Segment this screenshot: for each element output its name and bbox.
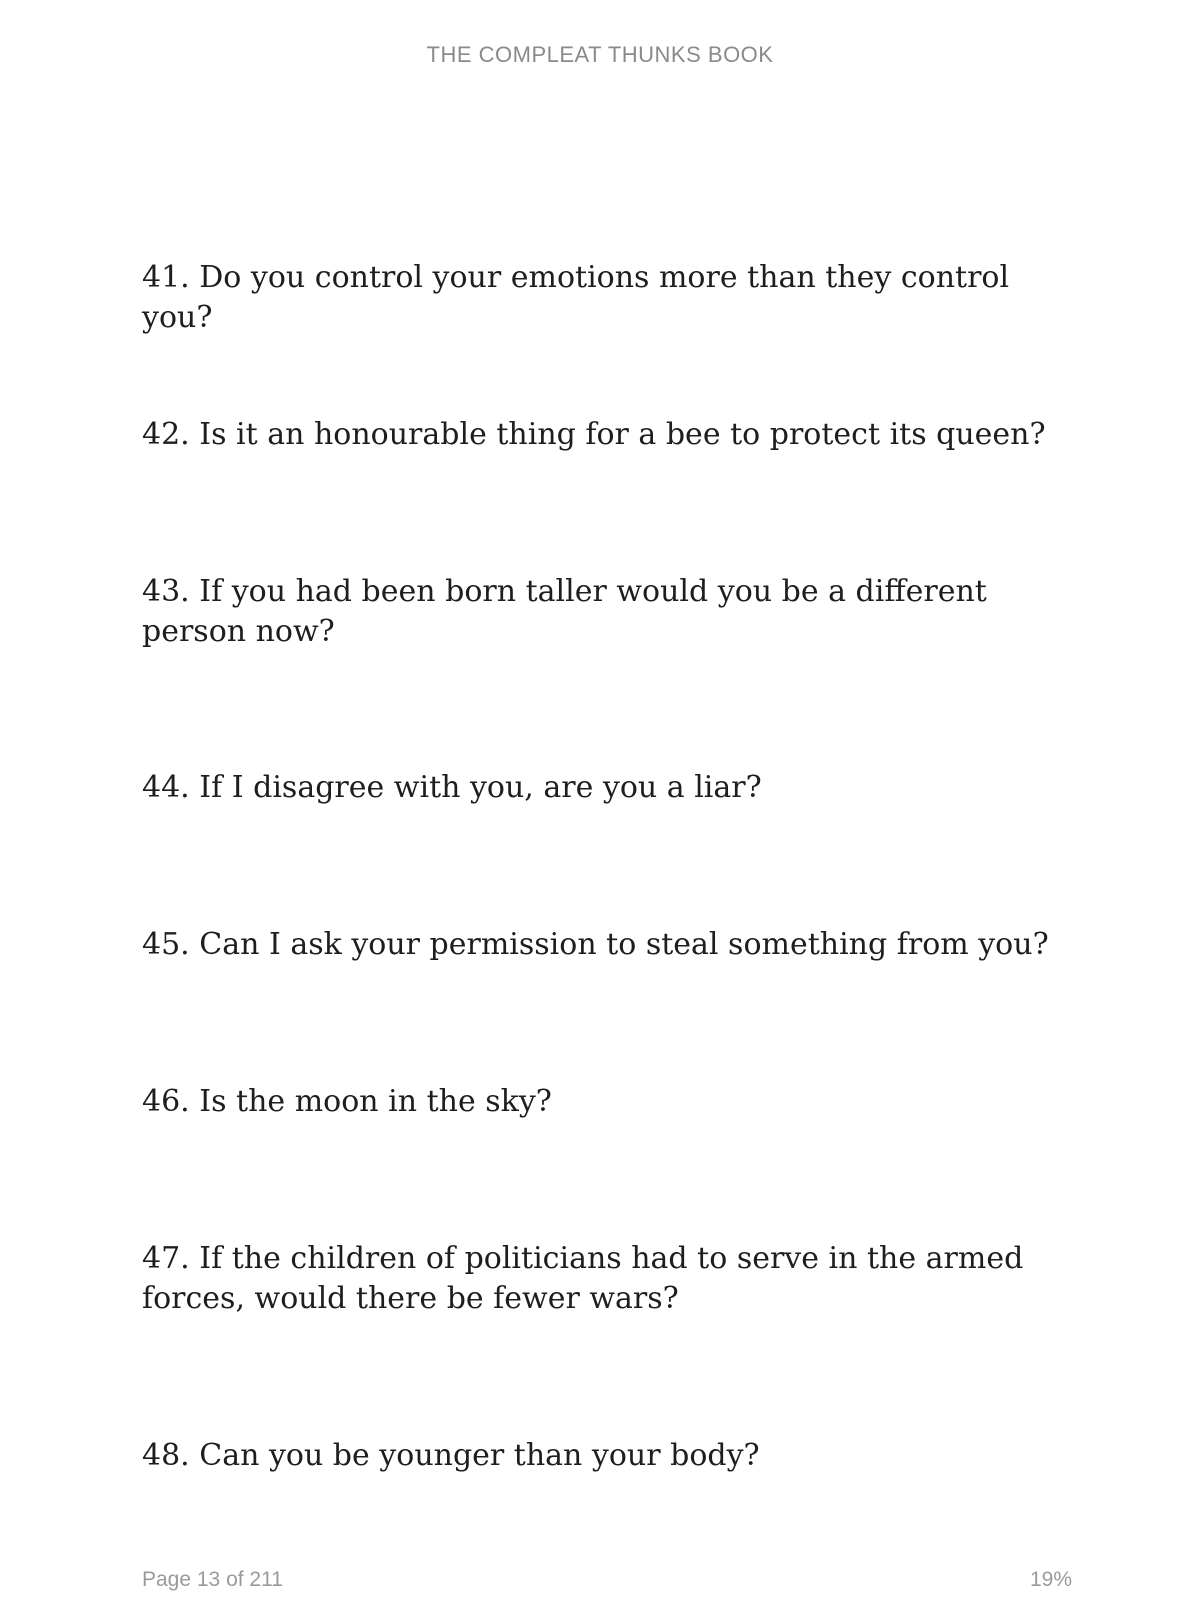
question-48: 48. Can you be younger than your body? <box>142 1438 760 1473</box>
question-46: 46. Is the moon in the sky? <box>142 1084 552 1119</box>
question-47: 47. If the children of politicians had to serve in the armed forces, would there be fewer wars? <box>142 1241 1024 1316</box>
question-43: 43. If you had been born taller would you be a different person now? <box>142 574 987 649</box>
question-45: 45. Can I ask your permission to steal something from you? <box>142 927 1049 962</box>
question-42: 42. Is it an honourable thing for a bee to protect its queen? <box>142 417 1046 452</box>
question-44: 44. If I disagree with you, are you a liar? <box>142 770 762 805</box>
reading-progress: 19% <box>1029 1568 1072 1591</box>
question-41: 41. Do you control your emotions more than they control you? <box>142 260 1010 335</box>
book-title-header: THE COMPLEAT THUNKS BOOK <box>426 42 774 67</box>
page-indicator: Page 13 of 211 <box>142 1568 283 1591</box>
